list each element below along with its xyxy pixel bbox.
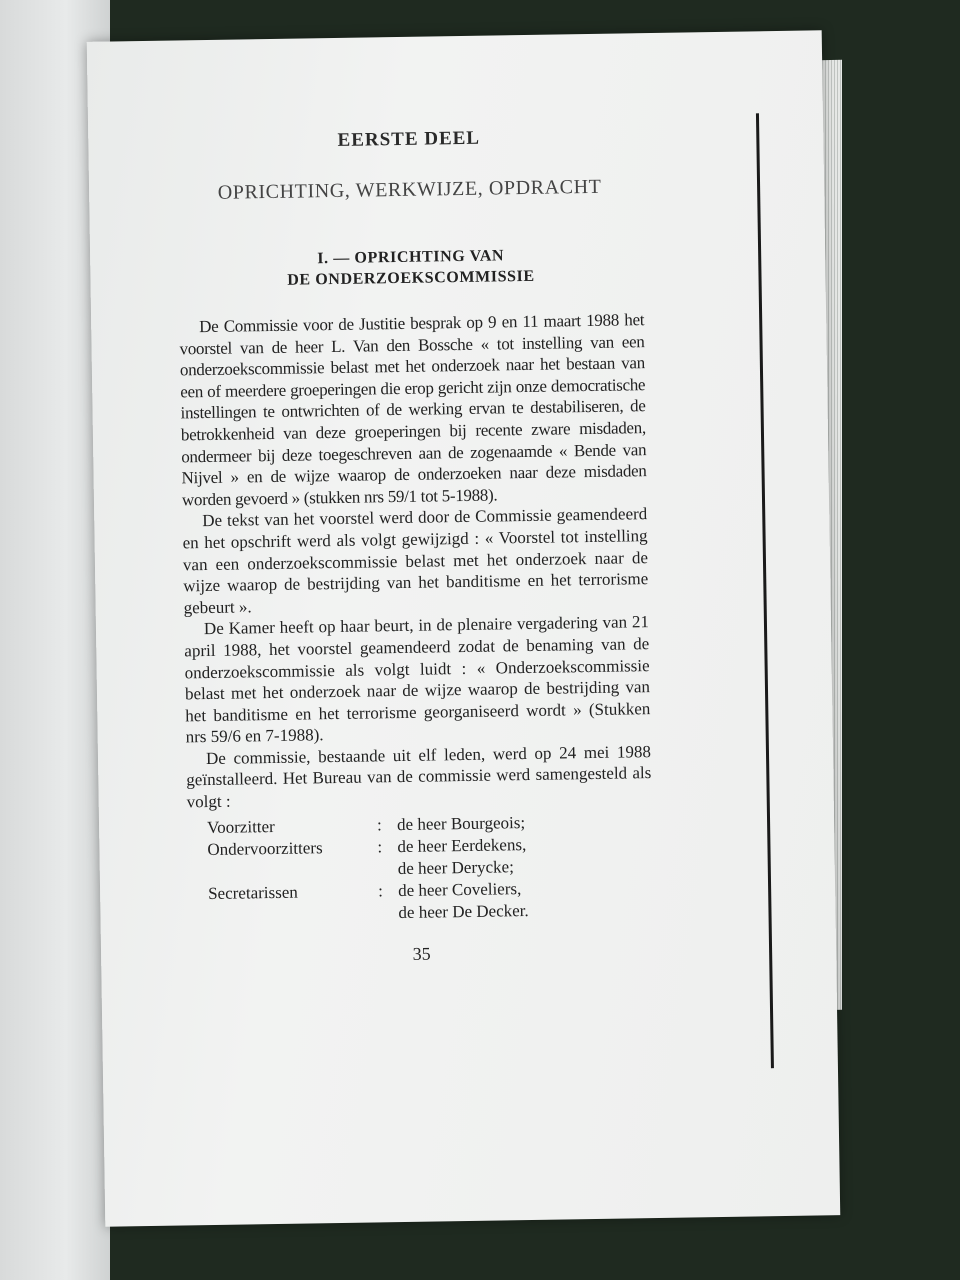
margin-rule [756,113,774,1068]
bureau-names [397,832,653,880]
chapter-title-line-1: I. — OPRICHTING VAN [317,247,505,268]
paragraph-4: De commissie, bestaande uit elf leden, werd op 24 mei 1988 geïnstalleerd. Het Bureau van de commissie werd samengesteld als volgt : [186,741,652,812]
bureau-row [207,832,653,883]
bureau-role: Ondervoorzitters [207,837,323,859]
bureau-name: de heer Derycke; [397,856,515,878]
bureau-separator: : [377,836,383,857]
chapter-title-line-2: DE ONDERZOEKSCOMMISSIE [287,267,535,289]
paragraph-2: De tekst van het voorstel werd door de Commissie geamendeerd en het opschrift werd als volgt gewijzigd : « Voorstel tot instelling van een onderzoekscommissie belast met het onderzoek naar de wijze waarop de bestrijding van het banditisme en het terrorisme gebeurt ». [182,504,649,618]
bureau-separator: : [376,814,382,835]
bureau-role: Secretarissen [207,882,298,903]
section-title: OPRICHTING, WERKWIJZE, OPDRACHT [217,175,602,204]
page-content [176,125,654,968]
bureau-name: de heer Bourgeois; [396,812,526,834]
bureau-name: de heer Eerdekens, [397,834,527,856]
bureau-row [208,876,654,927]
chapter-title [178,243,644,292]
paragraph-3: De Kamer heeft op haar beurt, in de plenaire vergadering van 21 april 1988, het voorstel geamendeerd zodat de benaming van de onderzoekscommissie als volgt luidt : « Onderzoekscommissie belast met het onderzoek naar de wijze waarop de bestrijding van het banditisme en het terrorisme georganiseerd wordt » (Stukken nrs 59/6 en 7-1988). [184,612,651,747]
bureau-name: de heer Coveliers, [397,878,522,900]
book-page [87,30,841,1226]
page-number: 35 [412,943,431,964]
bureau-name: de heer De Decker. [398,900,529,922]
paragraph-1: De Commissie voor de Justitie besprak op 9 en 11 maart 1988 het voorstel van de heer L. Van den Bossche « tot instelling van een onderzoekscommissie belast met het onderzoek naar het bestaan van een of meerdere groeperingen die erop gericht zijn onze democratische instellingen te ontwrichten of de werking ervan te destabiliseren, de betrokkenheid van deze groeperingen bij recente zware misdaden, ondermeer bij deze toegeschreven aan de zogenaamde « Bende van Nijvel » en de wijze waarop de onderzoeken naar deze misdaden worden gevoerd » (stukken nrs 59/1 tot 5-1988). [179,310,647,510]
bureau-list [207,810,654,927]
bureau-names [398,876,654,924]
bureau-role: Voorzitter [206,816,275,837]
part-title: EERSTE DEEL [337,127,481,151]
bureau-separator: : [377,880,383,901]
